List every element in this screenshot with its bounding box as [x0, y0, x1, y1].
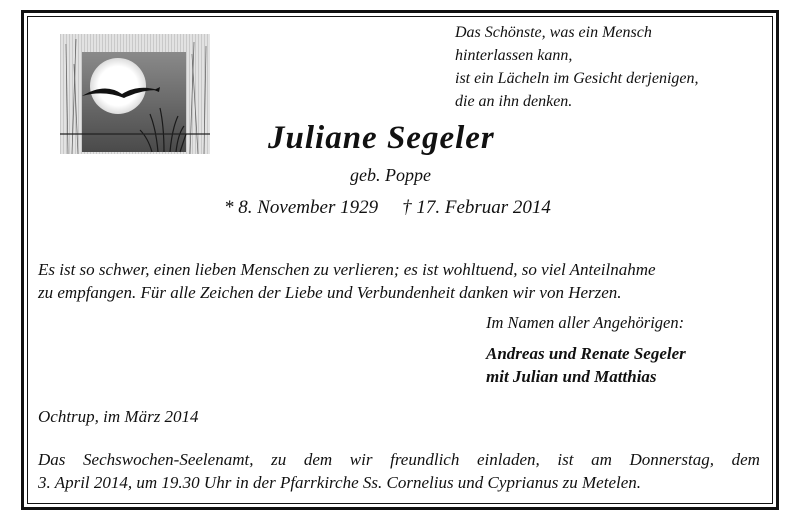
quote-line: die an ihn denken.	[455, 93, 573, 110]
message-line: zu empfangen. Für alle Zeichen der Liebe und Verbundenheit danken wir von Herzen.	[38, 283, 622, 302]
mass-line-2: 3. April 2014, um 19.30 Uhr in der Pfarrkirche Ss. Cornelius und Cyprianus zu Metelen.	[38, 473, 642, 492]
thank-you-message	[38, 258, 760, 304]
mass-word: Sechswochen-Seelenamt,	[83, 450, 254, 469]
sun-bird-grass-icon	[60, 34, 210, 154]
family-names	[486, 342, 686, 388]
quote-line: Das Schönste, was ein Mensch	[455, 24, 652, 41]
mass-word: Das	[38, 450, 66, 469]
mass-announcement	[38, 448, 760, 494]
mass-word: Donnerstag,	[629, 450, 715, 469]
mass-word: ist	[557, 450, 574, 469]
message-line: Es ist so schwer, einen lieben Menschen zu verlieren; es ist wohltuend, so viel Anteilnahme	[38, 260, 656, 279]
birth-date: * 8. November 1929	[224, 197, 379, 218]
mass-word: am	[591, 450, 612, 469]
place-and-date: Ochtrup, im März 2014	[38, 407, 199, 426]
family-line: Andreas und Renate Segeler	[486, 344, 686, 363]
life-dates	[224, 197, 551, 219]
memorial-quote	[455, 21, 745, 113]
signoff-text: Im Namen aller Angehörigen:	[486, 313, 685, 332]
mass-word: dem	[731, 450, 760, 469]
mass-word: dem	[303, 450, 333, 469]
mass-line-1	[38, 448, 760, 471]
quote-line: ist ein Lächeln im Gesicht derjenigen,	[455, 70, 699, 87]
mass-word: einladen,	[476, 450, 540, 469]
maiden-name: geb. Poppe	[350, 165, 431, 185]
mass-word: freundlich	[390, 450, 460, 469]
family-line: mit Julian und Matthias	[486, 367, 657, 386]
deceased-name: Juliane Segeler	[268, 120, 495, 156]
quote-line: hinterlassen kann,	[455, 47, 573, 64]
mass-word: wir	[349, 450, 373, 469]
mass-word: zu	[271, 450, 287, 469]
death-date: † 17. Februar 2014	[402, 197, 551, 218]
